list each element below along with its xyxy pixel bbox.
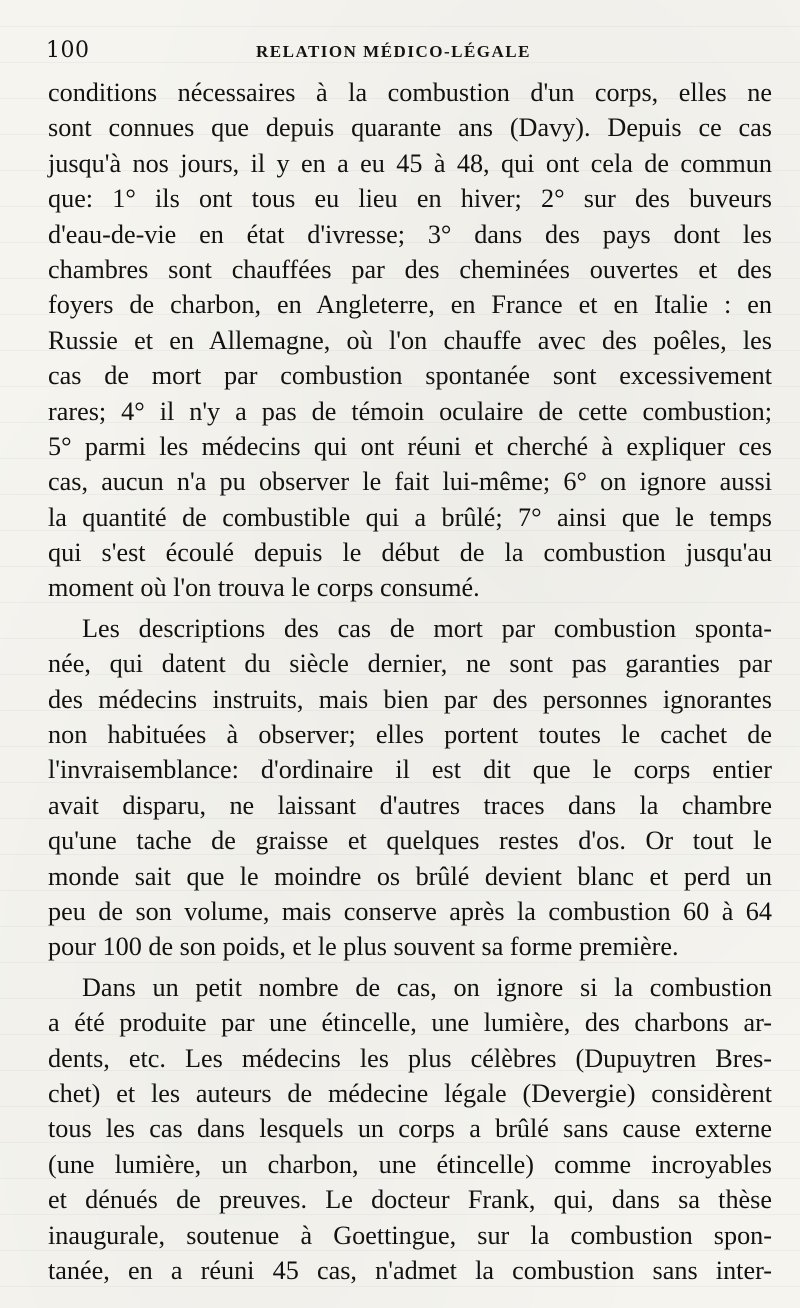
text-line: non habituées à observer; elles portent toutes le cachet de	[48, 720, 772, 750]
text-line: cas, aucun n'a pu observer le fait lui-même; 6° on ignore aussi	[48, 467, 772, 497]
page-header	[46, 38, 746, 68]
text-line: pour 100 de son poids, et le plus souvent sa forme première.	[48, 932, 679, 962]
text-line: rares; 4° il n'y a pas de témoin oculaire de cette combustion;	[48, 396, 772, 426]
text-line: foyers de charbon, en Angleterre, en France et en Italie : en	[48, 290, 772, 320]
text-line: a été produite par une étincelle, une lumière, des charbons ar-	[48, 1008, 772, 1038]
text-line: que: 1° ils ont tous eu lieu en hiver; 2° sur des buveurs	[48, 184, 772, 214]
text-line: l'invraisemblance: d'ordinaire il est dit que le corps entier	[48, 755, 772, 785]
text-line: tanée, en a réuni 45 cas, n'admet la combustion sans inter-	[48, 1255, 772, 1285]
text-line: jusqu'à nos jours, il y en a eu 45 à 48, qui ont cela de commun	[48, 148, 772, 178]
text-line: née, qui datent du siècle dernier, ne sont pas garanties par	[48, 649, 772, 679]
text-line: peu de son volume, mais conserve après la combustion 60 à 64	[48, 896, 772, 926]
text-line: sont connues que depuis quarante ans (Davy). Depuis ce cas	[48, 113, 772, 143]
text-line: des médecins instruits, mais bien par des personnes ignorantes	[48, 684, 772, 714]
text-line: moment où l'on trouva le corps consumé.	[48, 573, 480, 603]
text-line: inaugurale, soutenue à Goettingue, sur la combustion spon-	[48, 1220, 772, 1250]
text-line: Dans un petit nombre de cas, on ignore si la combustion	[82, 972, 772, 1002]
text-line: la quantité de combustible qui a brûlé; 7° ainsi que le temps	[48, 502, 772, 532]
text-line: chet) et les auteurs de médecine légale (Devergie) considèrent	[48, 1078, 772, 1108]
text-line: qu'une tache de graisse et quelques restes d'os. Or tout le	[48, 826, 772, 856]
text-line: dents, etc. Les médecins les plus célèbres (Dupuytren Bres-	[48, 1043, 772, 1073]
text-line: tous les cas dans lesquels un corps a brûlé sans cause externe	[48, 1114, 772, 1144]
text-line: qui s'est écoulé depuis le début de la combustion jusqu'au	[48, 538, 772, 568]
text-line: avait disparu, ne laissant d'autres traces dans la chambre	[48, 790, 772, 820]
text-line: (une lumière, un charbon, une étincelle) comme incroyables	[48, 1149, 772, 1179]
body-text	[48, 75, 772, 1288]
text-line: Les descriptions des cas de mort par combustion sponta-	[82, 613, 772, 643]
text-line: d'eau-de-vie en état d'ivresse; 3° dans des pays dont les	[48, 219, 772, 249]
text-line: Russie et en Allemagne, où l'on chauffe avec des poêles, les	[48, 325, 772, 355]
text-line: conditions nécessaires à la combustion d'un corps, elles ne	[48, 78, 772, 107]
running-head: RELATION MÉDICO-LÉGALE	[256, 42, 531, 61]
text-line: et dénués de preuves. Le docteur Frank, qui, dans sa thèse	[48, 1185, 772, 1215]
text-line: cas de mort par combustion spontanée sont excessivement	[48, 361, 772, 391]
text-line: 5° parmi les médecins qui ont réuni et cherché à expliquer ces	[48, 431, 772, 461]
page-number: 100	[46, 38, 90, 63]
text-line: monde sait que le moindre os brûlé devient blanc et perd un	[48, 861, 772, 891]
text-line: chambres sont chauffées par des cheminées ouvertes et des	[48, 254, 772, 284]
